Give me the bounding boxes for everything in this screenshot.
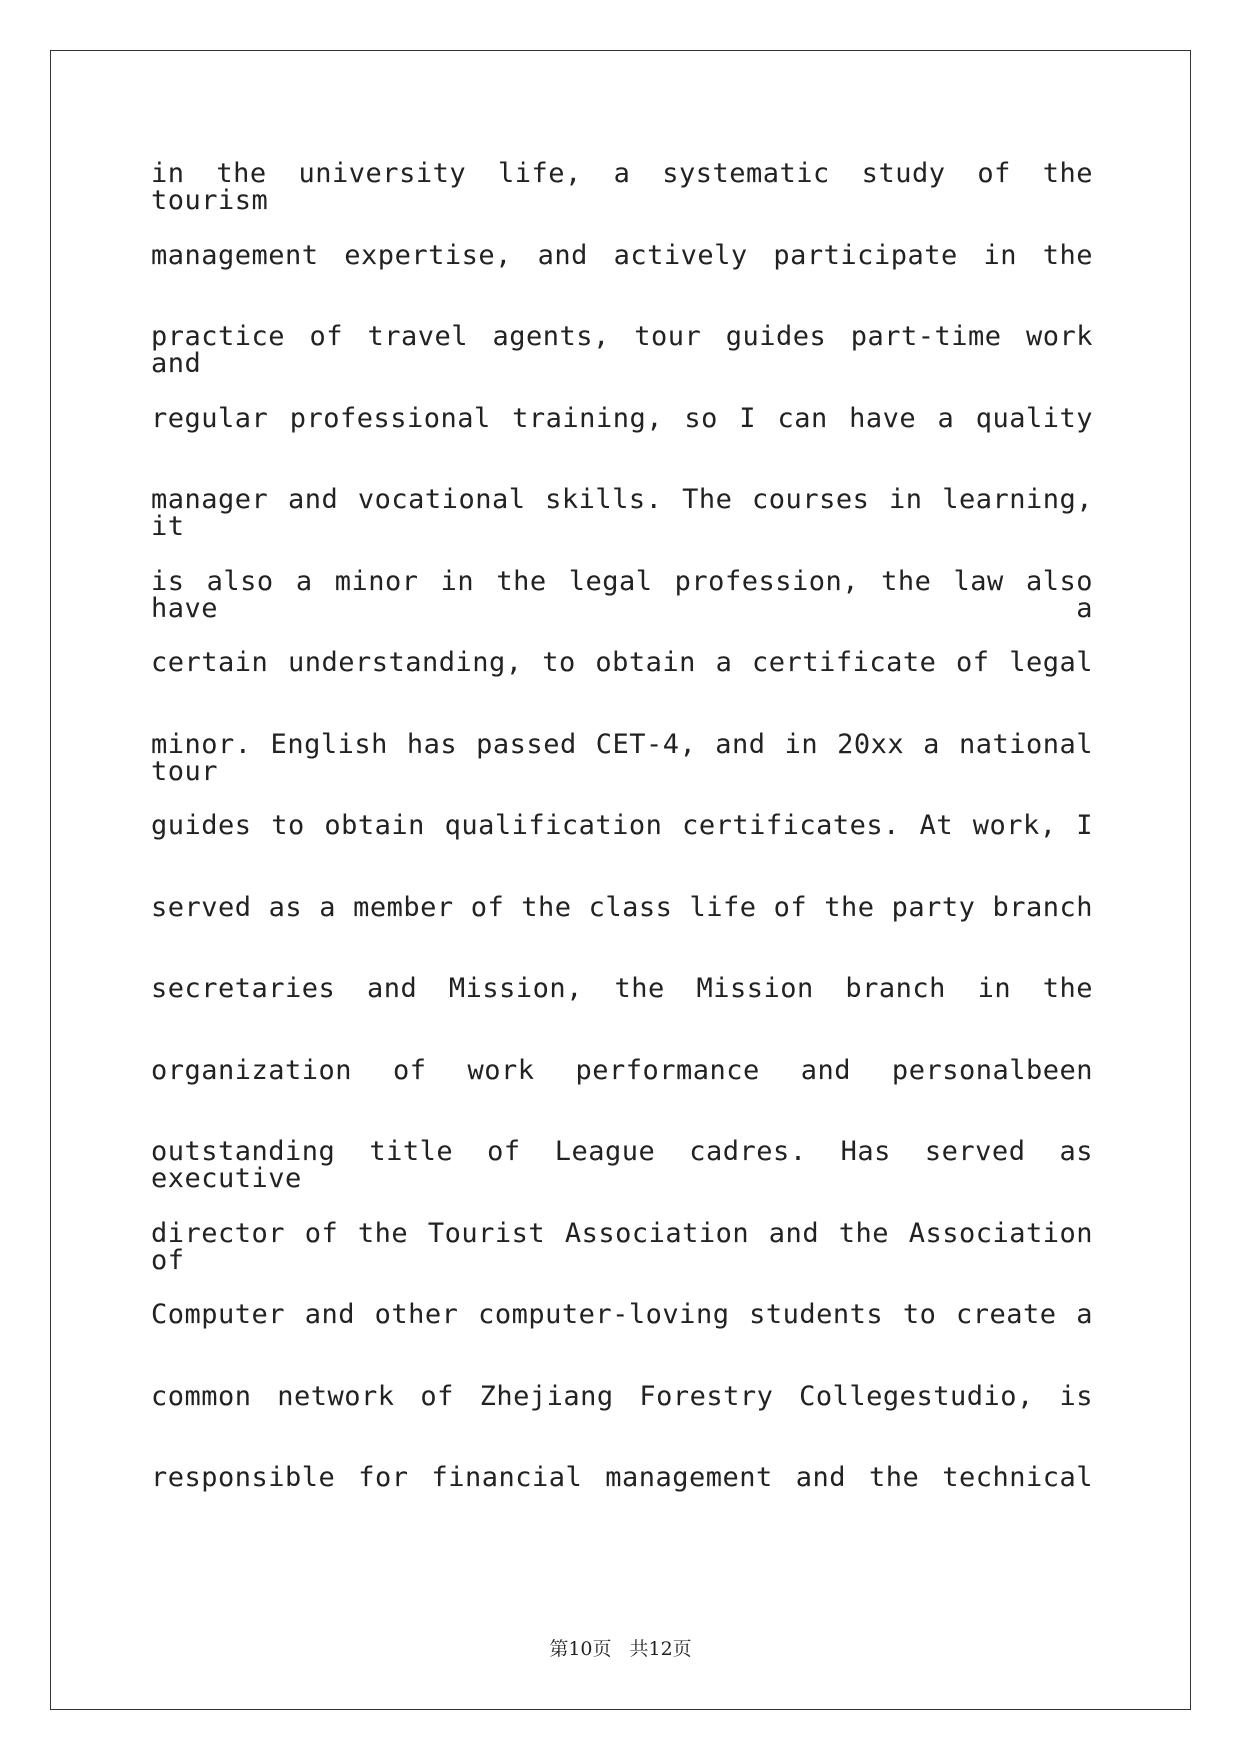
text-line: regular professional training, so I can have a quality bbox=[151, 404, 1093, 434]
text-line: manager and vocational skills. The courses in learning, it bbox=[151, 486, 1093, 542]
text-line: responsible for financial management and the technical bbox=[151, 1464, 1093, 1493]
text-line: secretaries and Mission, the Mission branch in the bbox=[151, 975, 1093, 1004]
text-line: management expertise, and actively participate in the bbox=[151, 241, 1093, 271]
text-line: director of the Tourist Association and the Association of bbox=[151, 1219, 1093, 1276]
text-line: served as a member of the class life of the party branch bbox=[151, 893, 1093, 923]
text-line: is also a minor in the legal profession, the law also have a bbox=[151, 567, 1093, 624]
text-line: outstanding title of League cadres. Has served as executive bbox=[151, 1138, 1093, 1194]
text-line: practice of travel agents, tour guides part-time work and bbox=[151, 323, 1093, 379]
text-line: Computer and other computer-loving students to create a bbox=[151, 1301, 1093, 1330]
page-number: 第10页 bbox=[549, 1638, 612, 1660]
text-line: guides to obtain qualification certificates. At work, I bbox=[151, 812, 1093, 841]
text-line: certain understanding, to obtain a certificate of legal bbox=[151, 649, 1093, 678]
text-line: organization of work performance and personalbeen bbox=[151, 1056, 1093, 1086]
document-body bbox=[151, 160, 1093, 1546]
page-total: 共12页 bbox=[629, 1638, 692, 1660]
text-line: common network of Zhejiang Forestry Collegestudio, is bbox=[151, 1382, 1093, 1412]
page-footer bbox=[0, 1634, 1241, 1661]
text-line: minor. English has passed CET-4, and in 20xx a national tour bbox=[151, 730, 1093, 787]
text-line: in the university life, a systematic study of the tourism bbox=[151, 160, 1093, 216]
